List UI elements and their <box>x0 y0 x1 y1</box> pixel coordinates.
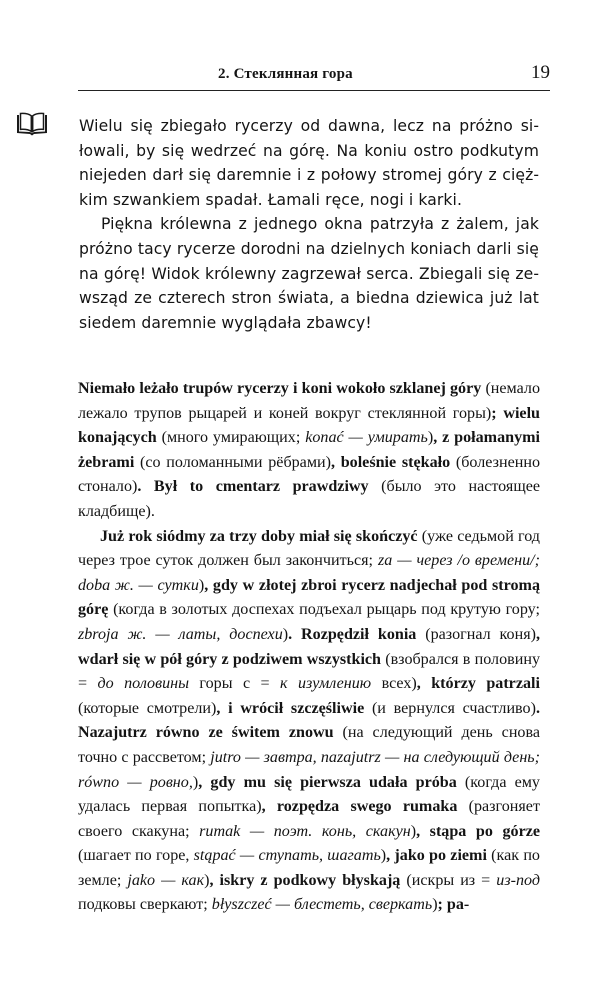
gloss-note: zbroja ж. — латы, доспехи <box>78 625 283 643</box>
commentary-text <box>78 377 540 918</box>
translation-text: ) <box>282 625 289 643</box>
polish-phrase: . Był to cmentarz prawdziwy <box>137 478 369 496</box>
polish-phrase: , którzy patrzali <box>416 675 540 693</box>
translation-text: подковы сверкают; <box>78 896 212 914</box>
header-rule <box>78 90 550 91</box>
polish-phrase: ; wielu konających <box>78 404 541 447</box>
translation-text: (много умирающих; <box>156 429 306 447</box>
translation-text: (когда в золотых доспехах подъехал рыцарь под крутую гору; <box>108 601 540 619</box>
commentary-paragraph <box>78 525 540 919</box>
polish-phrase: , iskry z podkowy błyskają <box>209 871 401 889</box>
story-paragraph: Wielu się zbiegało rycerzy od dawna, lecz na próżno siłowali, by się wedrzeć na górę. Na koniu ostro podkutym niejeden darł się daremnie i z połowy stromej góry z ciężkim szwankiem spadał. Łamali ręce, nogi i karki. <box>79 117 539 209</box>
commentary-paragraph <box>78 377 540 525</box>
translation-text: ) <box>198 576 205 594</box>
gloss-note: к изумлению <box>280 675 372 693</box>
polish-phrase: , stąpa po górze <box>416 822 541 840</box>
polish-phrase: ; pa- <box>437 896 470 914</box>
translation-text: ) <box>204 871 210 889</box>
polish-phrase: , gdy w złotej zbroi rycerz nadjechał pod stromą górę <box>78 576 540 619</box>
polish-phrase: . Nazajutrz równo ze świtem znowu <box>78 699 540 742</box>
translation-text: ) <box>380 847 387 865</box>
translation-text: (искры из = <box>400 871 497 889</box>
gloss-note: до половины <box>97 675 189 693</box>
polish-phrase: . Rozpędził konia <box>288 625 417 643</box>
gloss-note: błyszczeć — блестеть, сверкать <box>211 896 433 914</box>
translation-text: (когда ему удалась первая попытка) <box>78 773 540 816</box>
translation-text: (уже седьмой год через трое суток должен был закончиться; <box>78 527 540 570</box>
gloss-note: jako — как <box>127 871 205 889</box>
running-header <box>78 62 550 92</box>
gloss-note: konać — умирать <box>305 429 428 447</box>
translation-text: (как по земле; <box>78 847 540 889</box>
translation-text: (взобрался в половину = <box>78 650 540 693</box>
polish-phrase: , gdy mu się pierwsza udała próba <box>198 773 457 791</box>
translation-text: горы с = <box>189 675 281 693</box>
translation-text: (было это настоящее кладбище). <box>78 478 541 520</box>
polish-phrase: , z połamanymi żebrami <box>78 429 541 471</box>
translation-text: (со поломанными рёбрами) <box>134 453 331 471</box>
gloss-note: jutro — завтра, nazajutrz — на следующий день; równo — ровно, <box>78 748 540 791</box>
translation-text: (немало лежало трупов рыцарей и коней вокруг стеклянной горы) <box>78 380 540 422</box>
translation-text: (болезненно стонало) <box>78 453 541 496</box>
translation-text: ) <box>427 429 434 447</box>
gloss-note: za — через /о времени/; doba ж. — сутки <box>78 552 540 594</box>
polish-phrase: Już rok siódmy za trzy doby miał się skończyć <box>100 527 418 545</box>
translation-text: ) <box>192 773 199 791</box>
polish-phrase: , boleśnie stękało <box>330 453 451 471</box>
gloss-note: stąpać — ступать, шагать <box>193 847 381 865</box>
polish-phrase: , i wrócił szczęśliwie <box>216 699 365 717</box>
translation-text: всех) <box>371 675 417 693</box>
translation-text: (и вернулся счастливо) <box>364 699 536 717</box>
page-number: 19 <box>531 62 550 83</box>
polish-phrase: , jako po ziemi <box>386 847 487 865</box>
open-book-icon <box>16 112 48 136</box>
translation-text: (на следующий день снова точно с рассветом; <box>78 724 541 766</box>
gloss-note: rumak — поэт. конь, скакун <box>199 822 411 840</box>
gloss-note: из-под <box>496 871 540 889</box>
polish-phrase: , rozpędza swego rumaka <box>261 798 458 816</box>
translation-text: (разгоняет своего скакуна; <box>78 798 540 840</box>
translation-text: (разогнал коня) <box>416 625 536 643</box>
chapter-title: 2. Стеклянная гора <box>218 66 353 82</box>
translation-text: ) <box>432 896 438 914</box>
story-text <box>79 114 539 335</box>
polish-phrase: , wdarł się w pół góry z podziwem wszystkich <box>78 625 541 668</box>
translation-text: ) <box>410 822 417 840</box>
polish-phrase: Niemało leżało trupów rycerzy i koni wokoło szklanej góry <box>78 380 482 397</box>
story-paragraph: Piękna królewna z jednego okna patrzyła z żalem, jak próżno tacy rycerze dorodni na dzielnych koniach darli się na górę! Widok królewny zagrzewał serca. Zbiegali się zewsząd ze czterech stron świata, a biedna dziewica już lat siedem daremnie wyglądała zbawcy! <box>79 215 539 332</box>
translation-text: (которые смотрели) <box>78 699 217 717</box>
translation-text: (шагает по горе, <box>78 847 194 865</box>
